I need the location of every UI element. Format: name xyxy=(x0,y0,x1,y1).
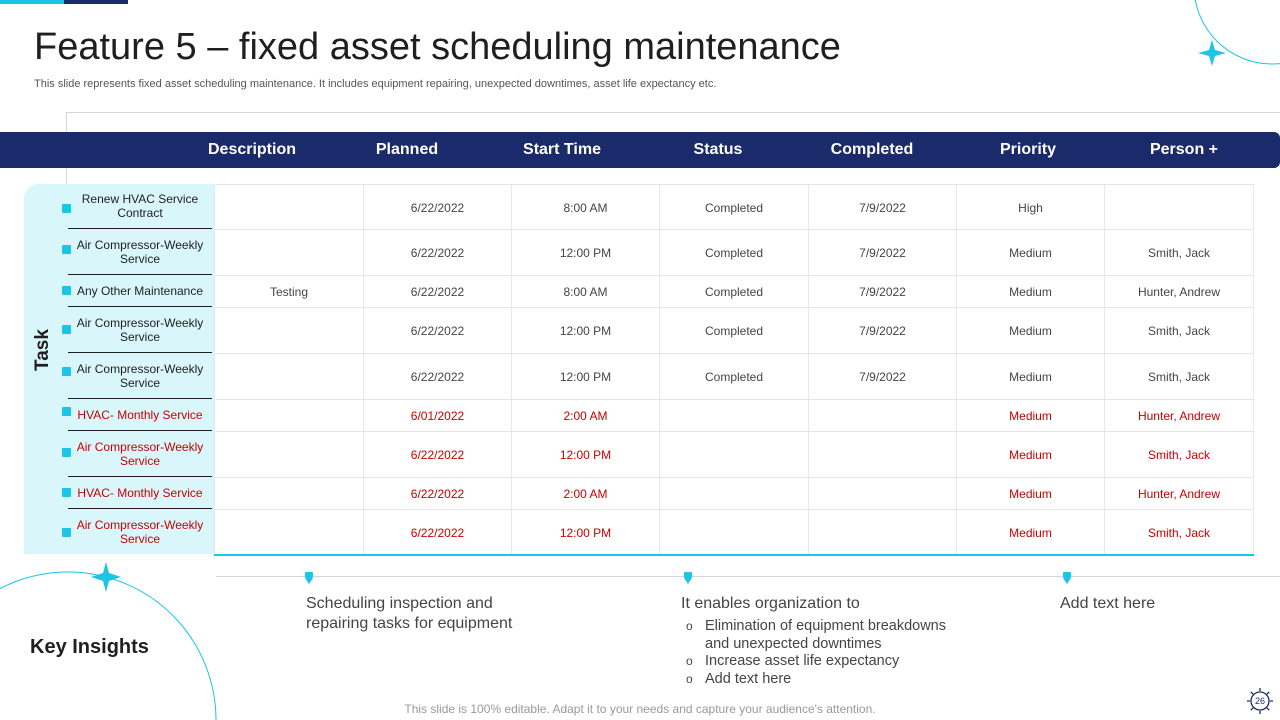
table-row xyxy=(214,509,1254,555)
top-accent-cyan xyxy=(0,0,64,4)
cell-planned: 6/22/2022 xyxy=(363,478,511,510)
bullet-item: o Add text here xyxy=(686,671,955,689)
cell-completed xyxy=(808,400,956,432)
cell-priority: Medium xyxy=(956,432,1104,478)
cell-start-time: 12:00 PM xyxy=(511,230,659,276)
cell-start-time: 8:00 AM xyxy=(511,185,659,230)
table-row xyxy=(214,229,1254,276)
cell-start-time: 2:00 AM xyxy=(511,400,659,432)
page-number: 26 xyxy=(1254,696,1265,706)
cell-description: Testing xyxy=(214,276,363,308)
column-header-planned: Planned xyxy=(375,141,439,158)
cell-completed: 7/9/2022 xyxy=(808,354,956,400)
cell-status: Completed xyxy=(659,230,808,276)
cell-description xyxy=(214,354,363,400)
column-header-completed: Completed xyxy=(830,141,914,158)
cell-planned: 6/22/2022 xyxy=(363,276,511,308)
cell-planned: 6/22/2022 xyxy=(363,230,511,276)
cell-person: Hunter, Andrew xyxy=(1104,478,1254,510)
task-name: Air Compressor-Weekly Service xyxy=(68,307,212,353)
cell-person: Smith, Jack xyxy=(1104,510,1254,555)
cell-description xyxy=(214,308,363,354)
column-header-person: Person + xyxy=(1149,141,1219,158)
pin-icon xyxy=(305,572,313,584)
cell-description xyxy=(214,400,363,432)
pin-icon xyxy=(1063,572,1071,584)
frame-top-line xyxy=(66,112,1280,113)
task-axis-label: Task xyxy=(32,329,53,371)
column-header-start-time: Start Time xyxy=(523,141,601,158)
cell-planned: 6/22/2022 xyxy=(363,510,511,555)
cell-start-time: 12:00 PM xyxy=(511,432,659,478)
insight-2-bullet-list xyxy=(686,618,955,688)
cell-status xyxy=(659,478,808,510)
task-name: Any Other Maintenance xyxy=(68,275,212,307)
insight-text-1: Scheduling inspection and repairing tasks for equipment xyxy=(306,595,513,632)
cell-status: Completed xyxy=(659,276,808,308)
cell-start-time: 2:00 AM xyxy=(511,478,659,510)
table-row xyxy=(214,399,1254,432)
insight-text-2: It enables organization to xyxy=(681,595,860,612)
cell-priority: Medium xyxy=(956,354,1104,400)
cell-priority: Medium xyxy=(956,276,1104,308)
footer-note: This slide is 100% editable. Adapt it to your needs and capture your audience's attention. xyxy=(404,702,876,716)
cell-person: Smith, Jack xyxy=(1104,308,1254,354)
page-title: Feature 5 – fixed asset scheduling maintenance xyxy=(34,26,841,68)
cell-person: Smith, Jack xyxy=(1104,432,1254,478)
cell-priority: Medium xyxy=(956,478,1104,510)
cell-status xyxy=(659,510,808,555)
cell-description xyxy=(214,432,363,478)
task-name: Air Compressor-Weekly Service xyxy=(76,517,204,546)
cell-priority: Medium xyxy=(956,308,1104,354)
top-accent-navy xyxy=(64,0,128,4)
cell-start-time: 12:00 PM xyxy=(511,308,659,354)
bullet-item: o Elimination of equipment breakdowns and unexpected downtimes xyxy=(686,618,955,653)
cell-status: Completed xyxy=(659,354,808,400)
insights-divider xyxy=(216,576,1280,577)
cell-completed: 7/9/2022 xyxy=(808,276,956,308)
pin-icon xyxy=(684,572,692,584)
table-bottom-rule xyxy=(214,554,1254,556)
task-name: Air Compressor-Weekly Service xyxy=(68,353,212,399)
cell-planned: 6/01/2022 xyxy=(363,400,511,432)
cell-priority: Medium xyxy=(956,400,1104,432)
cell-person: Smith, Jack xyxy=(1104,230,1254,276)
cell-priority: High xyxy=(956,185,1104,230)
cell-description xyxy=(214,478,363,510)
key-insights-heading: Key Insights xyxy=(30,636,149,658)
cell-completed xyxy=(808,510,956,555)
task-name: Air Compressor-Weekly Service xyxy=(68,431,212,477)
cell-completed: 7/9/2022 xyxy=(808,308,956,354)
column-header-status: Status xyxy=(693,141,743,158)
cell-person: Hunter, Andrew xyxy=(1104,400,1254,432)
table-row xyxy=(214,431,1254,478)
insight-text-3: Add text here xyxy=(1060,595,1156,612)
table-row xyxy=(214,184,1254,230)
cell-completed: 7/9/2022 xyxy=(808,230,956,276)
column-header-description: Description xyxy=(207,141,296,158)
task-name: HVAC- Monthly Service xyxy=(68,399,212,431)
cell-description xyxy=(214,230,363,276)
table-row xyxy=(214,353,1254,400)
task-name: Renew HVAC Service Contract xyxy=(68,184,212,229)
cell-completed xyxy=(808,478,956,510)
cell-start-time: 12:00 PM xyxy=(511,354,659,400)
cell-status: Completed xyxy=(659,308,808,354)
maintenance-table xyxy=(214,184,1254,554)
cell-planned: 6/22/2022 xyxy=(363,432,511,478)
cell-completed xyxy=(808,432,956,478)
cell-person: Smith, Jack xyxy=(1104,354,1254,400)
task-name: HVAC- Monthly Service xyxy=(68,477,212,509)
cell-planned: 6/22/2022 xyxy=(363,308,511,354)
cell-status: Completed xyxy=(659,185,808,230)
cell-person: Hunter, Andrew xyxy=(1104,276,1254,308)
cell-start-time: 12:00 PM xyxy=(511,510,659,555)
table-row xyxy=(214,477,1254,510)
column-header-priority: Priority xyxy=(999,141,1056,158)
task-name: Air Compressor-Weekly Service xyxy=(68,229,212,275)
cell-status xyxy=(659,400,808,432)
table-row xyxy=(214,275,1254,308)
table-row xyxy=(214,307,1254,354)
table-header xyxy=(0,132,1280,168)
cell-person xyxy=(1104,185,1254,230)
page-subtitle: This slide represents fixed asset scheduling maintenance. It includes equipment repairing, unexpected downtimes, asset life expectancy etc. xyxy=(34,78,717,90)
bullet-item: o Increase asset life expectancy xyxy=(686,653,955,671)
cell-status xyxy=(659,432,808,478)
cell-description xyxy=(214,510,363,555)
cell-planned: 6/22/2022 xyxy=(363,354,511,400)
cell-priority: Medium xyxy=(956,230,1104,276)
cell-description xyxy=(214,185,363,230)
cell-start-time: 8:00 AM xyxy=(511,276,659,308)
cell-priority: Medium xyxy=(956,510,1104,555)
cell-completed: 7/9/2022 xyxy=(808,185,956,230)
cell-planned: 6/22/2022 xyxy=(363,185,511,230)
